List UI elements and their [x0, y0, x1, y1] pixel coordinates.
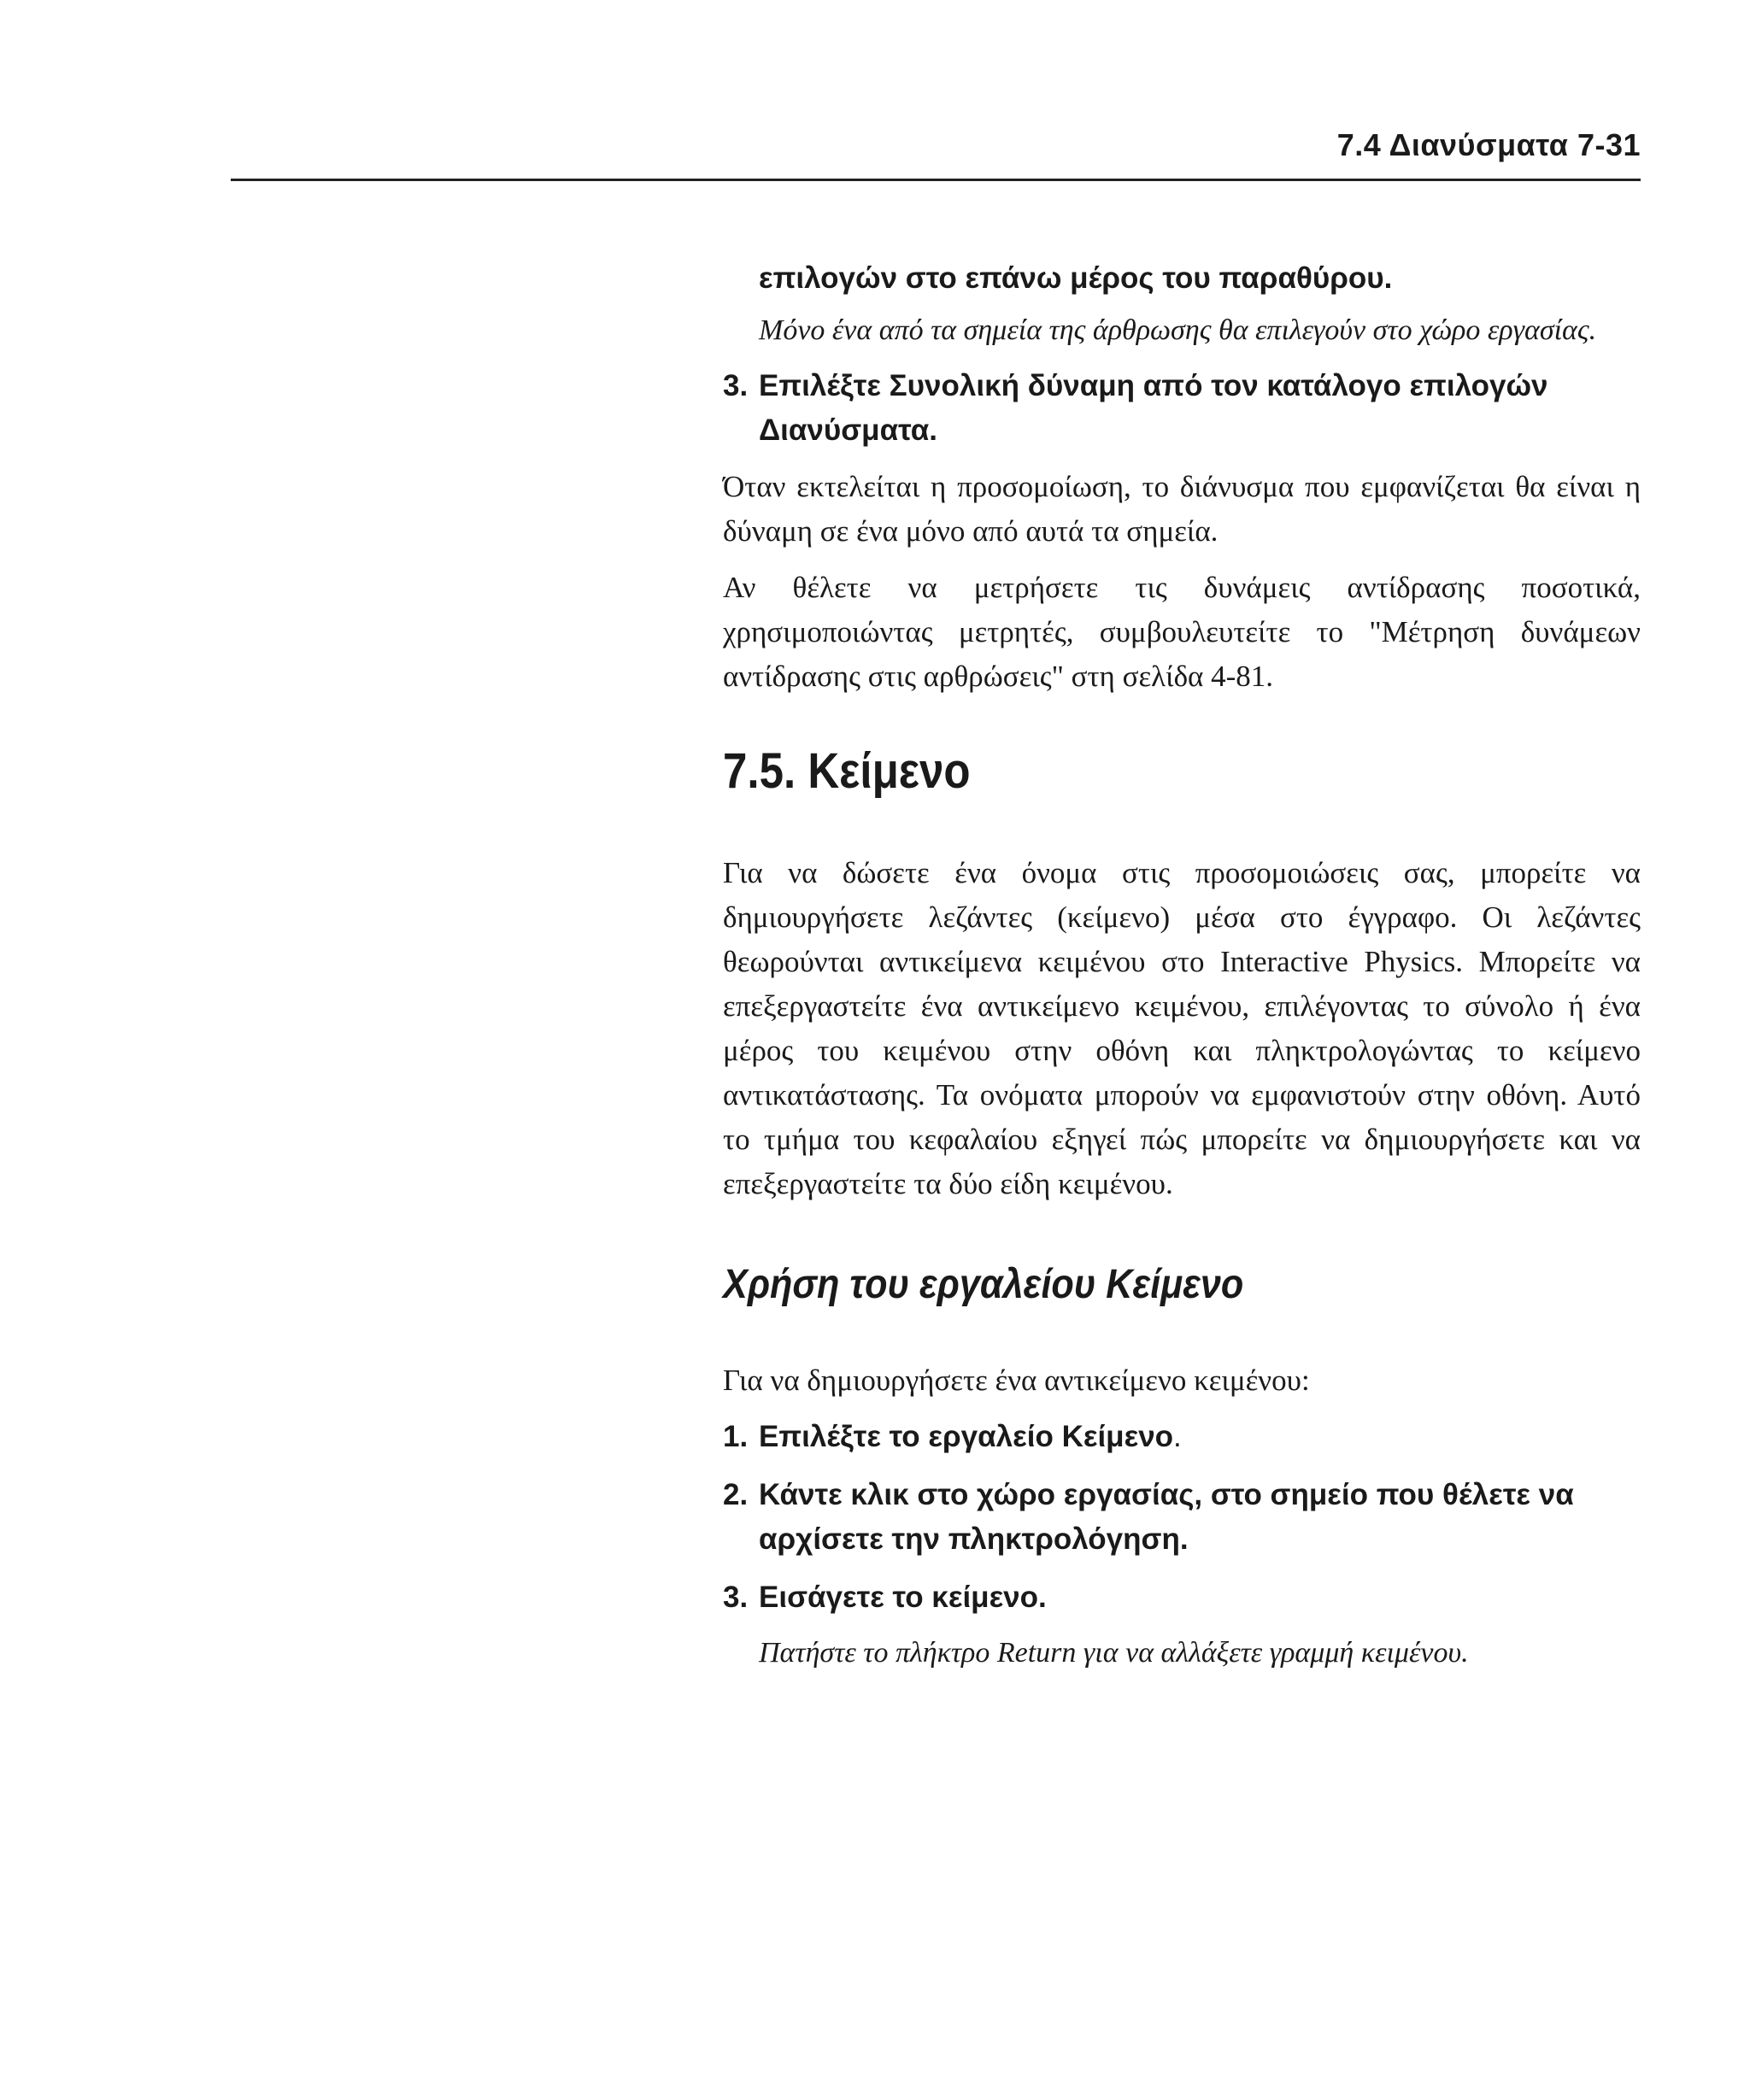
step-number: 2. [723, 1478, 749, 1511]
step-2 [723, 1473, 1641, 1562]
subsection-heading: Χρήση του εργαλείου Κείμενο [723, 1262, 1244, 1307]
step-number: 1. [723, 1420, 749, 1453]
step-1 [723, 1415, 1641, 1459]
running-header: 7.4 Διανύσματα 7-31 [1336, 127, 1641, 162]
continuation-bold-line: επιλογών στο επάνω μέρος του παραθύρου. [759, 261, 1393, 295]
final-note: Πατήστε το πλήκτρο Return για να αλλάξετε γραμμή κειμένου. [759, 1637, 1469, 1669]
continuation-note: Μόνο ένα από τα σημεία της άρθρωσης θα επιλεγούν στο χώρο εργασίας. [759, 314, 1597, 346]
paragraph-reaction-forces: Αν θέλετε να μετρήσετε τις δυνάμεις αντίδρασης ποσοτικά, χρησιμοποιώντας μετρητές, συμβουλευτείτε το "Μέτρηση δυνάμεων αντίδρασης στις αρθρώσεις" στη σελίδα 4-81. [723, 571, 1641, 693]
page-content [723, 256, 1641, 1675]
section-paragraph: Για να δώσετε ένα όνομα στις προσομοιώσεις σας, μπορείτε να δημιουργήσετε λεζάντες (κείμενο) μέσα στο έγγραφο. Οι λεζάντες θεωρούνται αντικείμενα κειμένου στο Interactive Physics. Μπορείτε να επεξεργαστείτε ένα αντικείμενο κειμένου, επιλέγοντας το σύνολο ή ένα μέρος του κειμένου στην οθόνη και πληκτρολογώντας το κείμενο αντικατάστασης. Τα ονόματα μπορούν να εμφανιστούν στην οθόνη. Αυτό το τμήμα του κεφαλαίου εξηγεί πώς μπορείτε να δημιουργήσετε και να επεξεργαστείτε τα δύο είδη κειμένου. [723, 856, 1641, 1200]
subsection-intro: Για να δημιουργήσετε ένα αντικείμενο κειμένου: [723, 1364, 1310, 1397]
step-3 [723, 1575, 1641, 1620]
section-heading: 7.5. Κείμενο [723, 743, 971, 799]
step-text-period: . [1173, 1420, 1182, 1453]
step-text [759, 1415, 1641, 1459]
step-text: Εισάγετε το κείμενο. [759, 1581, 1047, 1614]
step-text-main: Επιλέξτε το εργαλείο Κείμενο [759, 1420, 1174, 1453]
step-number: 3. [723, 369, 749, 402]
previous-step-3 [723, 364, 1641, 453]
header-rule [231, 179, 1641, 181]
paragraph-simulation: Όταν εκτελείται η προσομοίωση, το διάνυσμα που εμφανίζεται θα είναι η δύναμη σε ένα μόνο από αυτά τα σημεία. [723, 470, 1641, 548]
step-number: 3. [723, 1581, 749, 1614]
step-text: Επιλέξτε Συνολική δύναμη από τον κατάλογο επιλογών Διανύσματα. [759, 369, 1548, 447]
step-text: Κάντε κλικ στο χώρο εργασίας, στο σημείο που θέλετε να αρχίσετε την πληκτρολόγηση. [759, 1478, 1574, 1556]
